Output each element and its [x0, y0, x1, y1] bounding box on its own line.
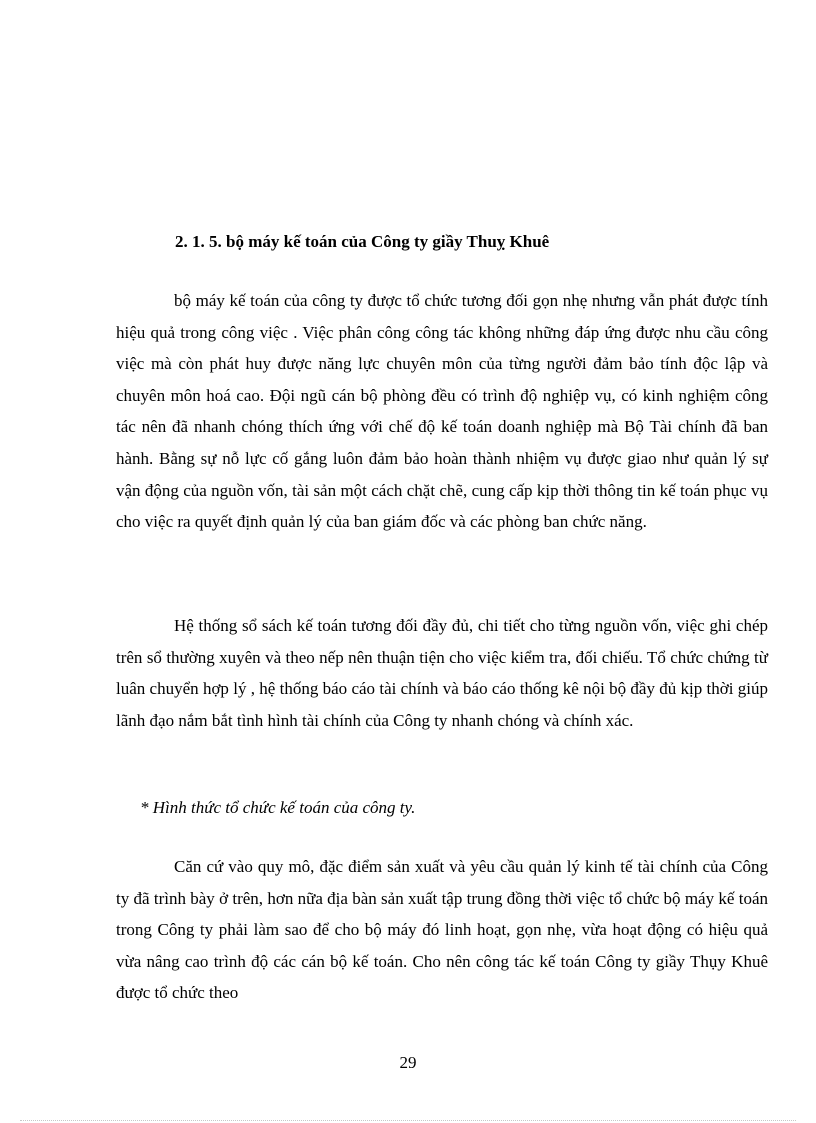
page-number: 29 [399, 1053, 417, 1072]
paragraph-accounting-apparatus: bộ máy kế toán của công ty được tổ chức tương đối gọn nhẹ nhưng vẫn phát được tính hiệu quả trong công việc . Việc phân công công tác không những đáp ứng được nhu cầu công việc mà còn phát huy được năng lực chuyên môn của từng người đảm bảo tính độc lập và chuyên môn hoá cao. Đội ngũ cán bộ phòng đều có trình độ nghiệp vụ, có kinh nghiệm công tác nên đã nhanh chóng thích ứng với chế độ kế toán doanh nghiệp mà Bộ Tài chính đã ban hành. Bằng sự nỗ lực cố gắng luôn đảm bảo hoàn thành nhiệm vụ được giao như quản lý sự vận động của nguồn vốn, tài sản một cách chặt chẽ, cung cấp kịp thời thông tin kế toán phục vụ cho việc ra quyết định quản lý của ban giám đốc và các phòng ban chức năng. [116, 291, 768, 532]
subheading-organization-form: * Hình thức tổ chức kế toán của công ty. [140, 798, 416, 817]
section-heading: 2. 1. 5. bộ máy kế toán của Công ty giầy Thuỵ Khuê [175, 232, 550, 251]
paragraph-bookkeeping-system: Hệ thống sổ sách kế toán tương đối đầy đủ, chi tiết cho từng nguồn vốn, việc ghi chép trên sổ thường xuyên và theo nếp nên thuận tiện cho việc kiểm tra, đối chiếu. Tổ chức chứng từ luân chuyển hợp lý , hệ thống báo cáo tài chính và báo cáo thống kê nội bộ đầy đủ kịp thời giúp lãnh đạo nắm bắt tình hình tài chính của Công ty nhanh chóng và chính xác. [116, 616, 768, 730]
page-bottom-divider [20, 1120, 796, 1121]
paragraph-organization-basis: Căn cứ vào quy mô, đặc điểm sản xuất và yêu cầu quản lý kinh tế tài chính của Công ty đã trình bày ở trên, hơn nữa địa bàn sản xuất tập trung đồng thời việc tổ chức bộ máy kế toán trong Công ty phải làm sao để cho bộ máy đó linh hoạt, gọn nhẹ, vừa hoạt động có hiệu quả vừa nâng cao trình độ các cán bộ kế toán. Cho nên công tác kế toán Công ty giầy Thụy Khuê được tổ chức theo [116, 857, 768, 1003]
